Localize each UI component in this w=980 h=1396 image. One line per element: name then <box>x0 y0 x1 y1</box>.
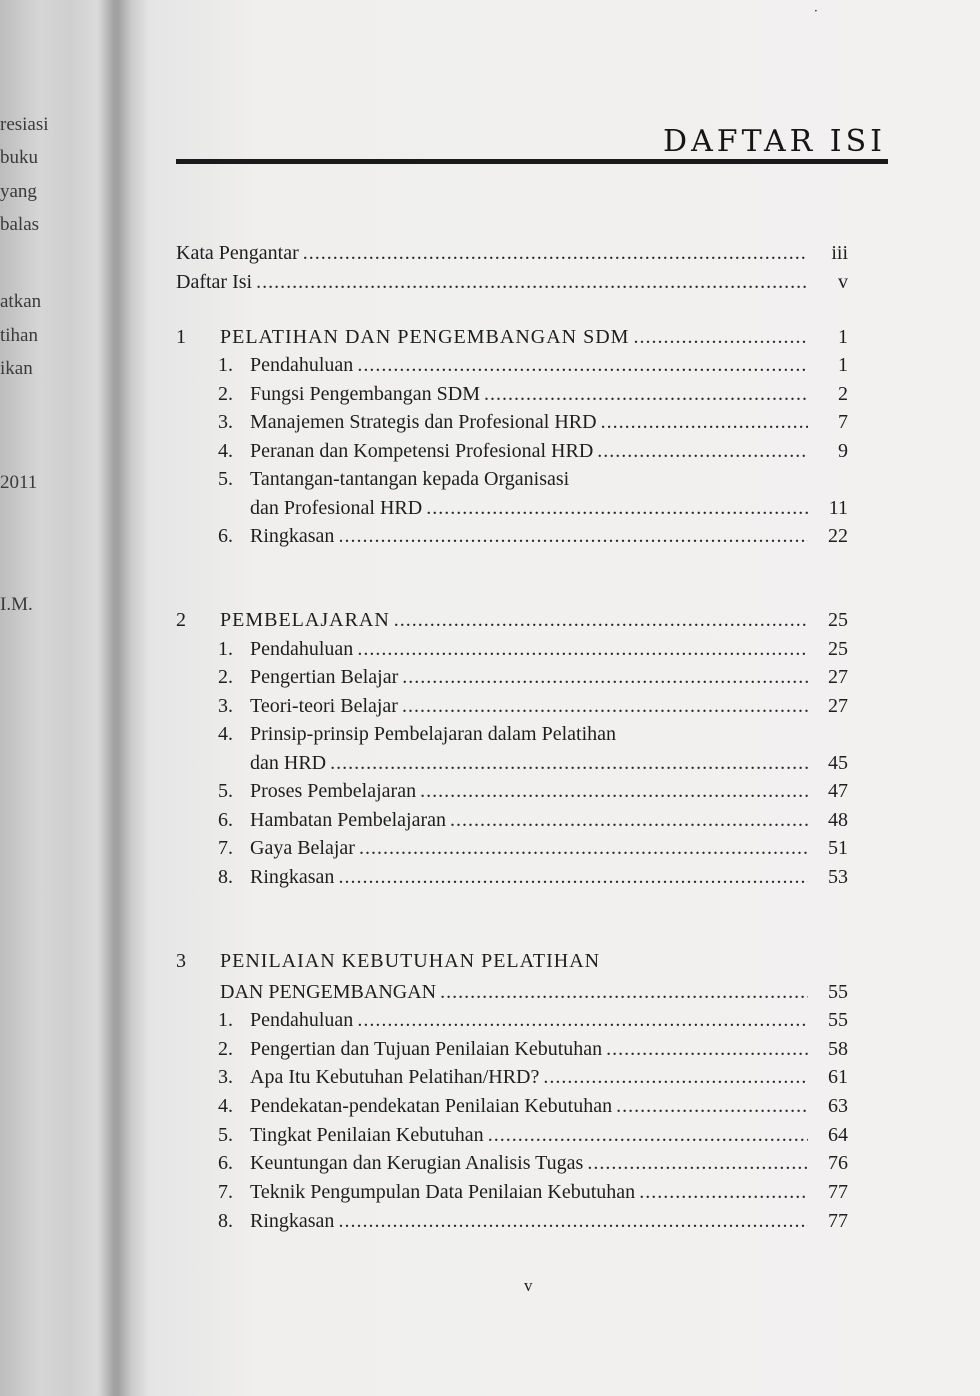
toc-entry-page: 25 <box>828 638 848 660</box>
toc-entry-row <box>176 1034 848 1064</box>
toc-entry-text <box>250 407 808 437</box>
dot-leader <box>357 634 808 664</box>
toc-chapter-row <box>176 605 848 635</box>
toc-entry-row <box>176 776 848 806</box>
speck: · <box>814 4 818 18</box>
toc-entry-number: 4. <box>218 1095 233 1117</box>
toc-entry-label: Proses Pembelajaran <box>250 780 417 802</box>
toc-entry-page: 77 <box>828 1181 848 1203</box>
toc-entry-page: v <box>838 271 848 293</box>
toc-entry-label: PEMBELAJARAN <box>220 609 390 631</box>
dot-leader <box>359 833 808 863</box>
toc-entry-number: 1. <box>218 354 233 376</box>
toc-entry-text <box>250 1177 808 1207</box>
toc-entry-number: 2. <box>218 666 233 688</box>
toc-entry-number: 1. <box>218 1009 233 1031</box>
toc-entry-text <box>250 634 808 664</box>
toc-entry-row <box>176 1148 848 1178</box>
toc-entry-page: 53 <box>828 866 848 888</box>
dot-leader <box>616 1091 808 1121</box>
toc-entry-label: DAN PENGEMBANGAN <box>220 981 437 1003</box>
toc-entry-label: PENILAIAN KEBUTUHAN PELATIHAN <box>220 950 601 972</box>
toc-entry-label: Pendekatan-pendekatan Penilaian Kebutuhan <box>250 1095 613 1117</box>
toc-entry-page: 7 <box>838 411 848 433</box>
toc-entry-row <box>176 1206 848 1236</box>
toc-entry-number: 6. <box>218 809 233 831</box>
toc-entry-label: Ringkasan <box>250 525 335 547</box>
toc-entry-row <box>176 464 848 494</box>
toc-entry-label: dan HRD <box>250 752 327 774</box>
title-rule <box>176 159 888 164</box>
toc-entry-page: 1 <box>838 354 848 376</box>
page-number: v <box>524 1276 533 1295</box>
toc-entry-row <box>176 379 848 409</box>
toc-entry-label: Apa Itu Kebutuhan Pelatihan/HRD? <box>250 1066 540 1088</box>
dot-leader <box>357 350 808 380</box>
toc-entry-text <box>250 1206 808 1236</box>
toc-entry-label: Pengertian Belajar <box>250 666 399 688</box>
dot-leader <box>587 1148 808 1178</box>
toc-entry-number: 3. <box>218 411 233 433</box>
toc-entry-row <box>176 805 848 835</box>
toc-entry-page: 58 <box>828 1038 848 1060</box>
toc-entry-text <box>250 1148 808 1178</box>
toc-entry-text <box>250 493 808 523</box>
toc-entry-row <box>176 1005 848 1035</box>
toc-entry-row <box>176 493 848 523</box>
toc-entry-text <box>250 862 808 892</box>
toc-entry-row <box>176 1062 848 1092</box>
toc-entry-text <box>176 238 808 268</box>
toc-entry-label: Ringkasan <box>250 866 335 888</box>
toc-entry-number: 2 <box>176 609 186 631</box>
toc-entry-label: Prinsip-prinsip Pembelajaran dalam Pelatihan <box>250 723 617 745</box>
toc-entry-label: Kata Pengantar <box>176 242 299 264</box>
toc-entry-row <box>176 691 848 721</box>
toc-entry-label: Gaya Belajar <box>250 837 355 859</box>
toc-entry-number: 5. <box>218 468 233 490</box>
dot-leader <box>357 1005 808 1035</box>
toc-entry-label: Pendahuluan <box>250 354 354 376</box>
dot-leader <box>450 805 808 835</box>
toc-entry-row <box>176 238 848 268</box>
toc-entry-text <box>250 436 808 466</box>
toc-entry-number: 2. <box>218 383 233 405</box>
left-page-fragment: balas <box>0 214 40 235</box>
left-page-fragment: I.M. <box>0 594 33 615</box>
toc-entry-page: 55 <box>828 1009 848 1031</box>
toc-entry-text <box>250 1005 808 1035</box>
toc-entry-page: 51 <box>828 837 848 859</box>
toc-chapter-row <box>176 322 848 352</box>
toc-entry-page: 1 <box>838 326 848 348</box>
toc-entry-number: 5. <box>218 780 233 802</box>
toc-entry-page: 22 <box>828 525 848 547</box>
left-page-fragment: ikan <box>0 358 33 379</box>
left-page-fragment: yang <box>0 181 37 202</box>
toc-entry-label: Daftar Isi <box>176 271 253 293</box>
dot-leader <box>484 379 808 409</box>
toc-entry-page: 63 <box>828 1095 848 1117</box>
toc-entry-page: iii <box>831 242 848 264</box>
toc-entry-page: 27 <box>828 695 848 717</box>
toc-entry-label: dan Profesional HRD <box>250 497 423 519</box>
toc-entry-page: 9 <box>838 440 848 462</box>
toc-entry-row <box>176 267 848 297</box>
dot-leader <box>426 493 808 523</box>
binding-shadow <box>96 0 132 1396</box>
toc-entry-row <box>176 1177 848 1207</box>
toc-entry-text <box>250 1062 808 1092</box>
toc-entry-row <box>176 350 848 380</box>
toc-entry-text <box>220 946 808 976</box>
toc-entry-text <box>250 719 808 749</box>
dot-leader <box>330 748 808 778</box>
toc-entry-number: 5. <box>218 1124 233 1146</box>
toc-entry-label: Tingkat Penilaian Kebutuhan <box>250 1124 484 1146</box>
toc-entry-number: 6. <box>218 1152 233 1174</box>
toc-entry-text <box>250 776 808 806</box>
toc-entry-page: 55 <box>828 981 848 1003</box>
toc-entry-row <box>176 719 848 749</box>
toc-entry-text <box>250 521 808 551</box>
toc-entry-label: Manajemen Strategis dan Profesional HRD <box>250 411 597 433</box>
toc-entry-text <box>250 379 808 409</box>
toc-entry-page: 64 <box>828 1124 848 1146</box>
dot-leader <box>440 977 808 1007</box>
toc-entry-number: 6. <box>218 525 233 547</box>
dot-leader <box>420 776 808 806</box>
toc-entry-text <box>250 1091 808 1121</box>
dot-leader <box>633 322 808 352</box>
toc-chapter-row <box>176 946 848 976</box>
dot-leader <box>303 238 808 268</box>
toc-entry-label: Fungsi Pengembangan SDM <box>250 383 480 405</box>
dot-leader <box>338 521 808 551</box>
toc-entry-row <box>176 833 848 863</box>
toc-entry-label: PELATIHAN DAN PENGEMBANGAN SDM <box>220 326 630 348</box>
left-page-fragment: buku <box>0 147 38 168</box>
toc-entry-number: 1. <box>218 638 233 660</box>
toc-entry-row <box>176 748 848 778</box>
toc-entry-row <box>176 1120 848 1150</box>
toc-entry-text <box>250 662 808 692</box>
toc-entry-number: 8. <box>218 1210 233 1232</box>
left-page-fragment: resiasi <box>0 114 49 135</box>
toc-entry-row <box>176 1091 848 1121</box>
dot-leader <box>402 691 808 721</box>
toc-entry-row <box>176 862 848 892</box>
dot-leader <box>394 605 808 635</box>
toc-entry-page: 47 <box>828 780 848 802</box>
toc-entry-text <box>220 322 808 352</box>
dot-leader <box>543 1062 808 1092</box>
toc-entry-number: 1 <box>176 326 186 348</box>
dot-leader <box>597 436 808 466</box>
page-title: DAFTAR ISI <box>663 124 886 159</box>
toc-entry-label: Tantangan-tantangan kepada Organisasi <box>250 468 570 490</box>
toc-entry-number: 4. <box>218 440 233 462</box>
dot-leader <box>338 862 808 892</box>
toc-entry-row <box>176 521 848 551</box>
toc-entry-row <box>176 977 848 1007</box>
toc-entry-label: Ringkasan <box>250 1210 335 1232</box>
dot-leader <box>601 407 808 437</box>
toc-entry-page: 77 <box>828 1210 848 1232</box>
toc-entry-text <box>250 805 808 835</box>
toc-entry-label: Peranan dan Kompetensi Profesional HRD <box>250 440 594 462</box>
dot-leader <box>256 267 808 297</box>
toc-entry-page: 2 <box>838 383 848 405</box>
toc-entry-page: 48 <box>828 809 848 831</box>
toc-entry-number: 3. <box>218 1066 233 1088</box>
dot-leader <box>639 1177 808 1207</box>
toc-entry-text <box>250 1034 808 1064</box>
toc-entry-number: 8. <box>218 866 233 888</box>
toc-entry-page: 25 <box>828 609 848 631</box>
left-page-fragment: atkan <box>0 291 42 312</box>
toc-entry-label: Teknik Pengumpulan Data Penilaian Kebutuhan <box>250 1181 636 1203</box>
toc-entry-text <box>250 1120 808 1150</box>
toc-entry-number: 7. <box>218 1181 233 1203</box>
toc-entry-number: 7. <box>218 837 233 859</box>
toc-entry-text <box>250 464 808 494</box>
toc-entry-row <box>176 436 848 466</box>
toc-entry-text <box>250 691 808 721</box>
toc-entry-row <box>176 634 848 664</box>
toc-entry-row <box>176 407 848 437</box>
dot-leader <box>338 1206 808 1236</box>
toc-entry-page: 45 <box>828 752 848 774</box>
toc-entry-text <box>250 833 808 863</box>
left-page-fragment: 2011 <box>0 472 38 493</box>
toc-entry-number: 2. <box>218 1038 233 1060</box>
toc-entry-text <box>220 605 808 635</box>
toc-entry-text <box>250 350 808 380</box>
toc-entry-page: 61 <box>828 1066 848 1088</box>
dot-leader <box>488 1120 808 1150</box>
toc-entry-text <box>220 977 808 1007</box>
toc-entry-row <box>176 662 848 692</box>
left-page-fragment: tihan <box>0 325 38 346</box>
toc-entry-label: Keuntungan dan Kerugian Analisis Tugas <box>250 1152 584 1174</box>
toc-entry-number: 3. <box>218 695 233 717</box>
toc-entry-label: Pendahuluan <box>250 638 354 660</box>
toc-entry-label: Pengertian dan Tujuan Penilaian Kebutuhan <box>250 1038 603 1060</box>
toc-entry-page: 11 <box>828 497 848 519</box>
toc-entry-text <box>250 748 808 778</box>
dot-leader <box>402 662 808 692</box>
toc-entry-number: 3 <box>176 950 186 972</box>
toc-entry-label: Hambatan Pembelajaran <box>250 809 447 831</box>
toc-entry-label: Pendahuluan <box>250 1009 354 1031</box>
dot-leader <box>606 1034 808 1064</box>
toc-entry-label: Teori-teori Belajar <box>250 695 398 717</box>
toc-entry-number: 4. <box>218 723 233 745</box>
toc-entry-page: 76 <box>828 1152 848 1174</box>
toc-entry-page: 27 <box>828 666 848 688</box>
toc-entry-text <box>176 267 808 297</box>
